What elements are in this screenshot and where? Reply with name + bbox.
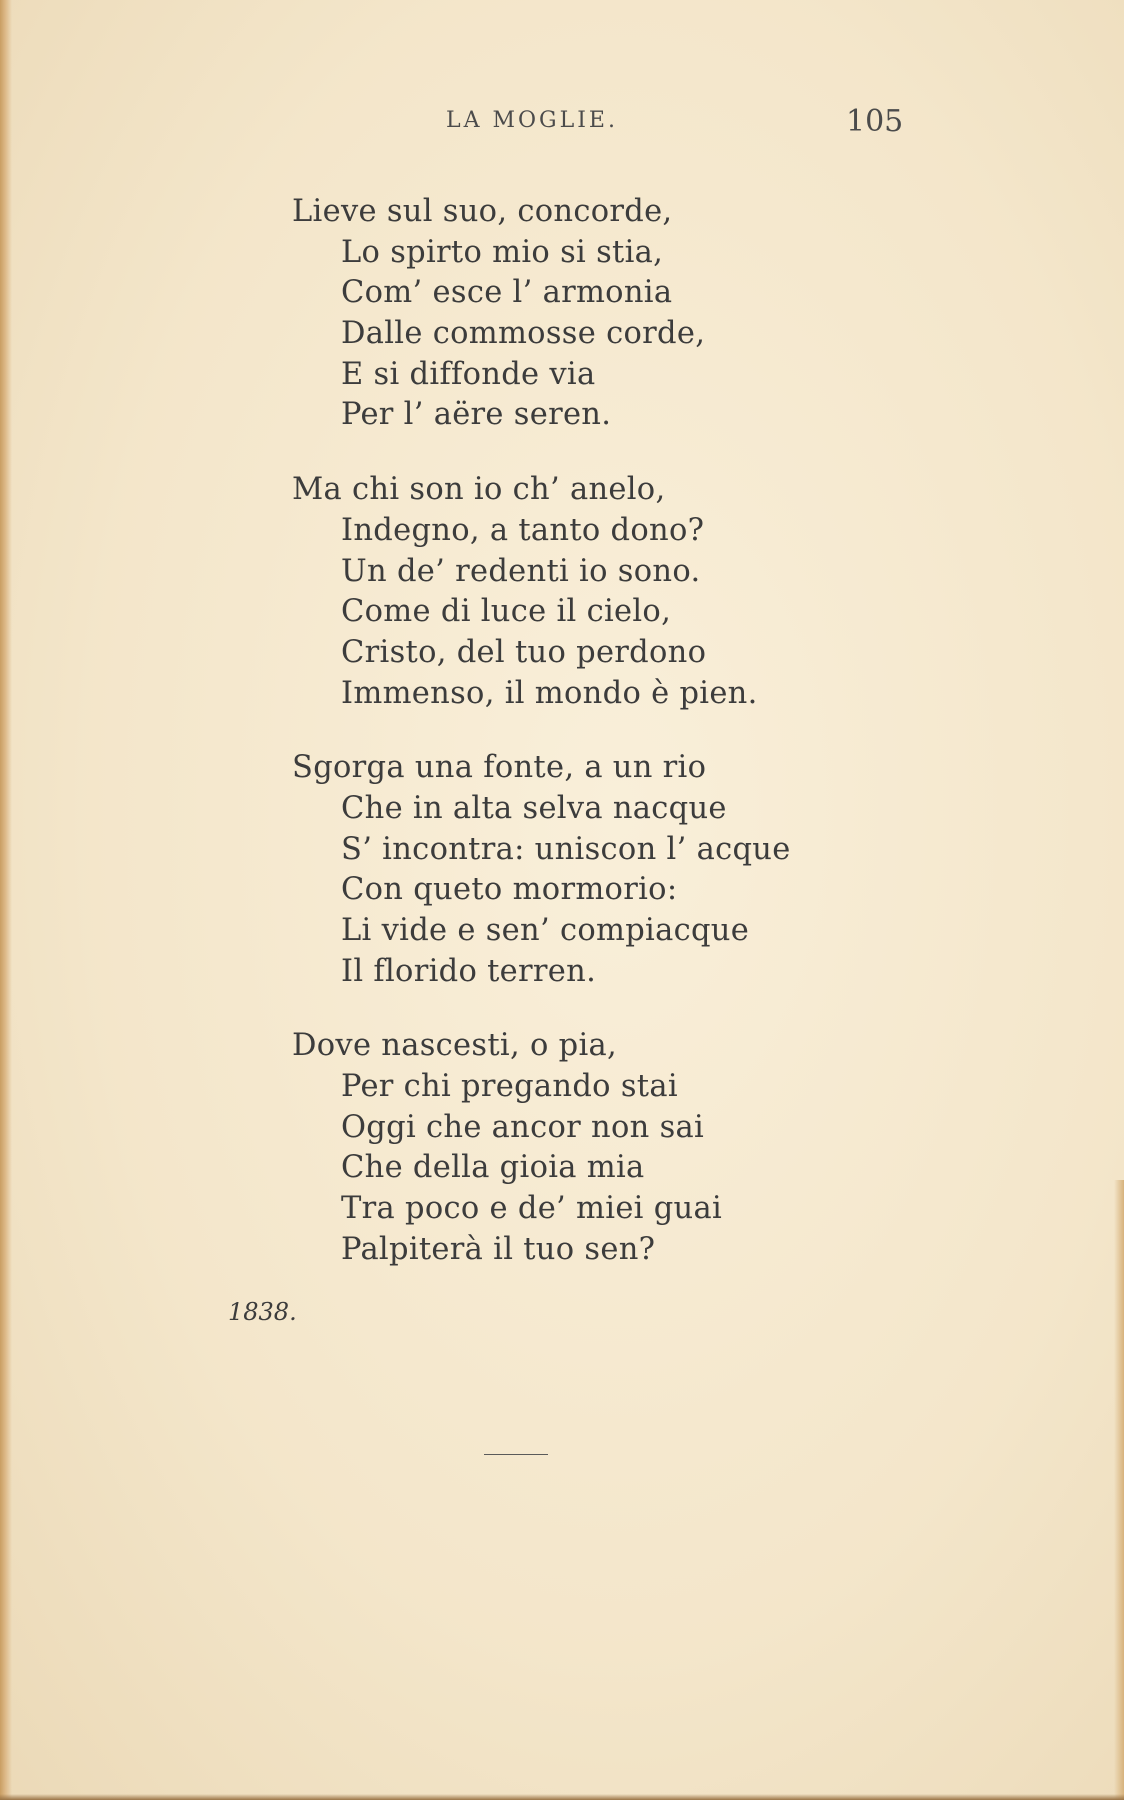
verse-line: Oggi che ancor non sai — [341, 1109, 705, 1145]
verse-line: Dove nascesti, o pia, — [292, 1028, 617, 1064]
page-number: 105 — [846, 104, 904, 139]
verse-line: Che in alta selva nacque — [341, 790, 727, 826]
verse-line: Com’ esce l’ armonia — [341, 275, 673, 311]
verse-line: Lieve sul suo, concorde, — [292, 194, 673, 229]
poem-date: 1838. — [228, 1298, 297, 1326]
stanza-4 — [292, 1026, 791, 1270]
verse-line: S’ incontra: uniscon l’ acque — [341, 831, 791, 867]
verse-line: Palpiterà il tuo sen? — [341, 1231, 656, 1267]
end-rule-divider — [484, 1454, 548, 1455]
verse-line: Ma chi son io ch’ anelo, — [292, 472, 666, 508]
verse-line: Immenso, il mondo è pien. — [341, 675, 758, 711]
verse-line: Il florido terren. — [341, 953, 597, 989]
verse-line: Con queto mormorio: — [341, 872, 678, 908]
verse-line: Tra poco e de’ miei guai — [341, 1191, 723, 1227]
verse-line: Come di luce il cielo, — [341, 594, 672, 630]
stanza-2 — [292, 470, 791, 714]
verse-line: E si diffonde via — [341, 356, 596, 392]
verse-line: Che della gioia mia — [341, 1150, 645, 1186]
running-title: LA MOGLIE. — [446, 108, 618, 133]
verse-line: Li vide e sen’ compiacque — [341, 913, 750, 948]
page-gutter-shadow — [0, 0, 12, 1800]
poem-body — [292, 192, 791, 1305]
page-edge-bottom — [0, 1794, 1124, 1800]
verse-line: Un de’ redenti io sono. — [341, 553, 701, 589]
verse-line: Dalle commosse corde, — [341, 316, 706, 352]
verse-line: Sgorga una fonte, a un rio — [292, 750, 707, 786]
verse-line: Per l’ aëre seren. — [341, 397, 612, 433]
page-edge-right — [1114, 1180, 1124, 1800]
verse-line: Lo spirto mio si stia, — [341, 234, 664, 270]
stanza-3 — [292, 748, 791, 992]
stanza-1 — [292, 192, 791, 436]
verse-line: Cristo, del tuo perdono — [341, 634, 707, 670]
verse-line: Per chi pregando stai — [341, 1069, 678, 1105]
verse-line: Indegno, a tanto dono? — [341, 512, 705, 548]
